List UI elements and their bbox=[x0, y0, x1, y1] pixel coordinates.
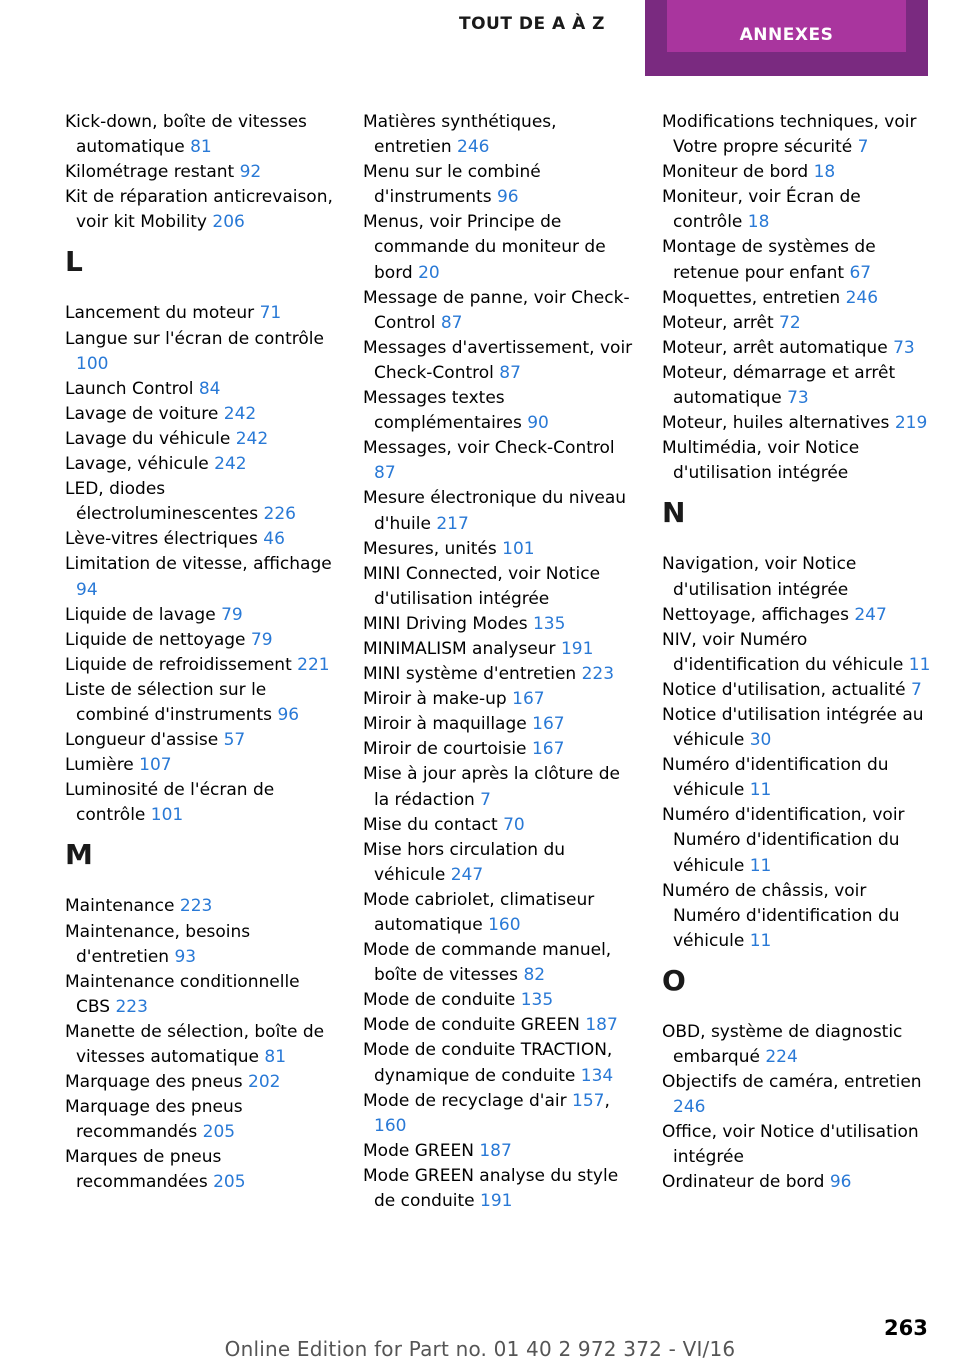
index-entry bbox=[363, 386, 633, 436]
index-entry-text: Messages, voir Check-Control bbox=[363, 438, 615, 459]
index-entry-text: Matières synthétiques, entretien bbox=[363, 112, 557, 158]
index-entry bbox=[363, 562, 633, 612]
index-page-link[interactable]: 96 bbox=[829, 1172, 852, 1193]
index-page-link[interactable]: 187 bbox=[585, 1015, 618, 1036]
index-page-link[interactable]: 81 bbox=[190, 137, 212, 158]
index-entry bbox=[363, 286, 633, 336]
index-page-link[interactable]: 205 bbox=[213, 1172, 246, 1193]
index-entry bbox=[363, 1038, 633, 1088]
index-entry bbox=[363, 988, 633, 1013]
index-page-link[interactable]: 223 bbox=[581, 664, 615, 685]
index-page-link[interactable]: 247 bbox=[450, 864, 484, 885]
index-entry-text: Numéro de châssis, voir Numéro d'identification du véhicule bbox=[662, 880, 900, 951]
index-page-link[interactable]: 135 bbox=[520, 990, 554, 1011]
index-entry bbox=[662, 1020, 932, 1070]
footer-edition: Online Edition for Part no. 01 40 2 972 372 - VI/16 bbox=[224, 1337, 736, 1361]
index-entry bbox=[65, 301, 335, 326]
index-page-link[interactable]: 79 bbox=[250, 629, 273, 650]
index-page-link[interactable]: 81 bbox=[264, 1047, 287, 1067]
index-page-link[interactable]: 107 bbox=[139, 755, 172, 776]
index-column-1 bbox=[65, 110, 335, 1196]
index-entry-text: Mode cabriolet, climatiseur automatique bbox=[363, 889, 595, 935]
index-entry bbox=[363, 1013, 633, 1038]
index-page-link[interactable]: 206 bbox=[212, 212, 245, 233]
index-entry-text: Mode de recyclage d'air bbox=[363, 1090, 567, 1111]
index-page-link[interactable]: 73 bbox=[787, 388, 809, 409]
index-entry-text: Ordinateur de bord bbox=[662, 1172, 825, 1193]
index-entry-text: Maintenance bbox=[65, 896, 175, 917]
index-entry: Mode de recyclage d'air 157, 160 bbox=[363, 1090, 610, 1136]
index-entry bbox=[65, 1020, 335, 1070]
index-entry-text: Objectifs de caméra, entretien bbox=[662, 1072, 922, 1093]
index-entry bbox=[363, 762, 633, 812]
index-entry bbox=[662, 803, 932, 878]
index-entry-text: NIV, voir Numéro d'identification du véhicule bbox=[662, 629, 904, 675]
index-page-link[interactable]: 92 bbox=[239, 162, 262, 183]
index-entry-text: Lavage, véhicule bbox=[65, 454, 209, 475]
index-entry-text: Notice d'utilisation intégrée au véhicule bbox=[662, 704, 924, 751]
index-entry-text: Lancement du moteur bbox=[65, 303, 255, 324]
index-page-link[interactable]: 87 bbox=[440, 312, 463, 333]
index-entry bbox=[65, 678, 335, 728]
index-entry-text: Mode de conduite GREEN bbox=[363, 1015, 580, 1036]
index-page-link[interactable]: 67 bbox=[849, 262, 872, 283]
header-tab-label: ANNEXES bbox=[667, 0, 906, 52]
index-entry-text: Kilométrage restant bbox=[65, 162, 235, 183]
index-entry-text: Launch Control bbox=[65, 378, 194, 399]
index-entry-text: Numéro d'identification, voir Numéro d'identification du véhicule bbox=[662, 805, 905, 876]
index-page-link[interactable]: 82 bbox=[523, 965, 546, 986]
index-entry-text: LED, diodes électroluminescentes bbox=[65, 479, 259, 525]
index-page-link[interactable]: 79 bbox=[221, 604, 243, 625]
index-entry-text: Moteur, arrêt automatique bbox=[662, 337, 888, 358]
index-entry-text: Mise à jour après la clôture de la rédaction bbox=[363, 764, 620, 810]
index-entry-text: Lumière bbox=[65, 755, 134, 776]
index-page-link[interactable]: 7 bbox=[480, 789, 491, 810]
index-entry-text: Messages textes complémentaires bbox=[363, 388, 522, 434]
index-entry bbox=[65, 477, 335, 527]
index-entry-text: Moniteur de bord bbox=[662, 162, 809, 183]
index-page-link[interactable]: 11 bbox=[749, 780, 772, 801]
index-entry bbox=[65, 110, 335, 160]
index-entry-text: Maintenance conditionnelle CBS bbox=[65, 971, 300, 1017]
index-entry-text: Mesure électronique du niveau d'huile bbox=[363, 488, 627, 534]
index-entry bbox=[65, 452, 335, 477]
index-entry bbox=[65, 160, 335, 185]
index-page-link[interactable]: 87 bbox=[374, 463, 396, 484]
index-entry-text: Moniteur, voir Écran de contrôle bbox=[662, 187, 861, 233]
index-entry-text: Miroir de courtoisie bbox=[363, 739, 527, 760]
index-entry-text: Lavage du véhicule bbox=[65, 428, 231, 449]
index-entry-text: Modifications techniques, voir Votre propre sécurité bbox=[662, 112, 917, 158]
index-page-link[interactable]: 246 bbox=[845, 287, 879, 308]
index-page-link[interactable]: 246 bbox=[457, 137, 490, 158]
index-column-3 bbox=[662, 110, 932, 1196]
index-entry-text: Moteur, arrêt bbox=[662, 312, 774, 333]
index-page-link[interactable]: 7 bbox=[911, 679, 922, 700]
index-entry-text: Mode de conduite bbox=[363, 990, 516, 1011]
index-page-link[interactable]: 11 bbox=[908, 654, 931, 675]
index-page-link[interactable]: 20 bbox=[418, 262, 440, 283]
index-page-link[interactable]: 57 bbox=[223, 730, 246, 751]
index-entry bbox=[363, 1164, 633, 1214]
index-page-link[interactable]: 72 bbox=[779, 312, 801, 333]
index-entry-text: Miroir à make-up bbox=[363, 689, 507, 710]
index-page-link[interactable]: 135 bbox=[532, 613, 566, 634]
index-entry-text: Mode GREEN bbox=[363, 1140, 474, 1161]
index-entry bbox=[662, 552, 932, 602]
index-entry-text: Nettoyage, affichages bbox=[662, 604, 849, 625]
index-entry-text: Moteur, huiles alternatives bbox=[662, 413, 890, 434]
index-page-link[interactable]: 18 bbox=[747, 212, 770, 233]
index-page-link[interactable]: 160 bbox=[488, 915, 521, 935]
index-page-link[interactable]: 11 bbox=[749, 855, 772, 876]
header-section-title: TOUT DE A À Z bbox=[459, 14, 605, 34]
index-entry-text: Liste de sélection sur le combiné d'instruments bbox=[65, 679, 273, 725]
index-entry bbox=[662, 311, 932, 336]
index-entry bbox=[363, 938, 633, 988]
index-entry bbox=[662, 411, 932, 436]
index-page-link[interactable]: 7 bbox=[857, 137, 869, 158]
index-entry-text: Kick-down, boîte de vitesses automatique bbox=[65, 112, 307, 158]
index-page-link[interactable]: 73 bbox=[893, 337, 915, 358]
index-letter-heading: L bbox=[65, 245, 83, 279]
index-entry bbox=[65, 402, 335, 427]
index-entry bbox=[363, 662, 633, 687]
index-entry-text: Miroir à maquillage bbox=[363, 714, 527, 735]
index-page-link[interactable]: 70 bbox=[503, 814, 525, 835]
index-entry bbox=[363, 210, 633, 285]
index-entry bbox=[65, 653, 335, 678]
index-entry bbox=[662, 1120, 932, 1170]
index-page-link[interactable]: 242 bbox=[214, 454, 247, 475]
index-entry bbox=[65, 778, 335, 828]
index-page-link[interactable]: 242 bbox=[235, 428, 269, 449]
index-entry bbox=[65, 527, 335, 552]
index-page-link[interactable]: 101 bbox=[502, 538, 535, 559]
index-entry bbox=[662, 879, 932, 954]
index-page-link[interactable]: 94 bbox=[76, 579, 98, 600]
index-entry bbox=[662, 1070, 932, 1120]
index-entry-text: Mode de conduite TRACTION, dynamique de conduite bbox=[363, 1040, 613, 1086]
index-entry bbox=[363, 436, 633, 486]
index-page-link[interactable]: 187 bbox=[479, 1140, 512, 1161]
index-entry-text: Montage de systèmes de retenue pour enfant bbox=[662, 237, 876, 283]
index-entry-text: Menus, voir Principe de commande du moniteur de bord bbox=[363, 212, 606, 283]
index-entry bbox=[363, 537, 633, 562]
index-column-2 bbox=[363, 110, 633, 1214]
index-entry bbox=[65, 1145, 335, 1195]
index-entry bbox=[65, 427, 335, 452]
index-entry-text: Message de panne, voir Check-Control bbox=[363, 287, 630, 333]
index-entry-text: Manette de sélection, boîte de vitesses automatique bbox=[65, 1021, 325, 1067]
index-entry bbox=[662, 603, 932, 628]
page-number: 263 bbox=[884, 1316, 928, 1340]
index-entry bbox=[662, 110, 932, 160]
index-page-link[interactable]: 167 bbox=[512, 689, 545, 710]
index-entry bbox=[662, 703, 932, 753]
index-entry bbox=[65, 753, 335, 778]
index-page-link[interactable]: 242 bbox=[223, 403, 257, 424]
index-page-link[interactable]: 134 bbox=[580, 1065, 614, 1086]
index-entry bbox=[363, 813, 633, 838]
index-page-link[interactable]: 167 bbox=[531, 739, 565, 760]
index-entry bbox=[65, 920, 335, 970]
index-page-link[interactable]: 223 bbox=[115, 996, 148, 1017]
index-page-link[interactable]: 167 bbox=[532, 714, 565, 735]
index-page-link[interactable]: 191 bbox=[480, 1191, 513, 1212]
index-page-link[interactable]: 84 bbox=[198, 378, 221, 399]
index-entry-text: Lavage de voiture bbox=[65, 403, 219, 424]
index-page-link[interactable]: 219 bbox=[894, 413, 928, 434]
index-entry bbox=[65, 327, 335, 377]
index-entry bbox=[662, 753, 932, 803]
index-page-link[interactable]: 246 bbox=[673, 1097, 706, 1118]
index-entry bbox=[662, 628, 932, 678]
index-letter-heading: N bbox=[662, 496, 686, 530]
index-entry bbox=[662, 160, 932, 185]
index-entry bbox=[363, 612, 633, 637]
index-entry bbox=[65, 728, 335, 753]
index-page-link[interactable]: 221 bbox=[297, 654, 330, 675]
index-entry-text: MINI Connected, voir Notice d'utilisation intégrée bbox=[363, 563, 601, 609]
index-entry bbox=[363, 737, 633, 762]
index-page-link[interactable]: 96 bbox=[496, 187, 519, 208]
index-entry bbox=[65, 1070, 335, 1095]
index-entry-text: Navigation, voir Notice d'utilisation intégrée bbox=[662, 554, 857, 600]
index-entry bbox=[363, 838, 633, 888]
index-entry-text: MINI système d'entretien bbox=[363, 664, 577, 685]
index-page-link[interactable]: 191 bbox=[560, 638, 594, 659]
index-entry bbox=[363, 637, 633, 662]
index-entry-text: Luminosité de l'écran de contrôle bbox=[65, 780, 275, 826]
index-entry-text: Kit de réparation anticrevaison, voir kit Mobility bbox=[65, 187, 333, 233]
index-page-link[interactable]: 18 bbox=[813, 162, 836, 183]
index-page-link[interactable]: 160 bbox=[374, 1115, 407, 1136]
index-page-link[interactable]: 30 bbox=[749, 730, 772, 751]
index-entry bbox=[65, 185, 335, 235]
index-entry-text: Liquide de lavage bbox=[65, 604, 216, 625]
index-entry bbox=[65, 552, 335, 602]
index-entry bbox=[65, 377, 335, 402]
index-entry bbox=[363, 110, 633, 160]
index-page-link[interactable]: 205 bbox=[202, 1122, 236, 1143]
index-entry bbox=[662, 235, 932, 285]
index-page-link[interactable]: 223 bbox=[179, 896, 213, 917]
index-entry-text: Liquide de refroidissement bbox=[65, 654, 292, 675]
index-page-link[interactable]: 247 bbox=[854, 604, 887, 625]
index-entry-text: Lève-vitres électriques bbox=[65, 529, 258, 550]
index-entry bbox=[65, 1095, 335, 1145]
index-entry bbox=[662, 678, 932, 703]
index-entry-text: MINI Driving Modes bbox=[363, 613, 528, 634]
index-entry-text: MINIMALISM analyseur bbox=[363, 638, 556, 659]
index-page-link[interactable]: 11 bbox=[749, 930, 772, 951]
index-page-link[interactable]: 202 bbox=[248, 1072, 281, 1093]
index-entry-text: Longueur d'assise bbox=[65, 730, 219, 751]
index-page-link[interactable]: 100 bbox=[76, 353, 109, 374]
index-entry bbox=[65, 603, 335, 628]
index-entry bbox=[363, 712, 633, 737]
index-entry-text: Mise du contact bbox=[363, 814, 498, 835]
index-page-link[interactable]: 101 bbox=[150, 805, 184, 826]
index-entry-text: Notice d'utilisation, actualité bbox=[662, 679, 906, 700]
index-letter-heading: M bbox=[65, 838, 93, 872]
index-entry-text: Messages d'avertissement, voir Check-Control bbox=[363, 337, 633, 383]
index-entry-text: Langue sur l'écran de contrôle bbox=[65, 328, 324, 349]
index-entry bbox=[363, 336, 633, 386]
index-entry-text: Moteur, démarrage et arrêt automatique bbox=[662, 362, 896, 409]
index-entry bbox=[662, 1170, 932, 1195]
index-page-link[interactable]: 90 bbox=[527, 413, 549, 434]
index-entry bbox=[363, 687, 633, 712]
index-entry-text: Mode de commande manuel, boîte de vitesses bbox=[363, 940, 612, 986]
index-entry bbox=[65, 970, 335, 1020]
header-tab bbox=[645, 0, 928, 76]
index-entry bbox=[363, 160, 633, 210]
index-entry-text: Moquettes, entretien bbox=[662, 287, 841, 308]
index-entry-text: Maintenance, besoins d'entretien bbox=[65, 921, 251, 967]
index-page-link[interactable]: 93 bbox=[174, 946, 197, 967]
index-page-link[interactable]: 224 bbox=[765, 1047, 798, 1067]
index-entry-text: Menu sur le combiné d'instruments bbox=[363, 162, 541, 208]
index-entry bbox=[363, 486, 633, 536]
index-entry-text: Mode GREEN analyse du style de conduite bbox=[363, 1165, 619, 1212]
index-entry bbox=[65, 628, 335, 653]
index-page-link[interactable]: 217 bbox=[436, 513, 469, 534]
index-entry bbox=[662, 286, 932, 311]
index-entry bbox=[363, 888, 633, 938]
index-entry bbox=[662, 361, 932, 411]
index-page-link[interactable]: 96 bbox=[277, 704, 300, 725]
index-entry-text: Office, voir Notice d'utilisation intégrée bbox=[662, 1122, 919, 1168]
index-entry bbox=[662, 436, 932, 486]
index-page-link[interactable]: 87 bbox=[499, 362, 521, 383]
index-entry bbox=[662, 185, 932, 235]
index-entry-text: Mise hors circulation du véhicule bbox=[363, 839, 566, 885]
index-page-link[interactable]: 157 bbox=[572, 1090, 605, 1111]
index-entry-text: Marques de pneus recommandées bbox=[65, 1147, 222, 1193]
index-entry-text: Marquage des pneus bbox=[65, 1072, 243, 1093]
index-entry bbox=[363, 1139, 633, 1164]
index-page-link[interactable]: 226 bbox=[263, 504, 296, 525]
index-entry-text: Liquide de nettoyage bbox=[65, 629, 246, 650]
index-page-link[interactable]: 71 bbox=[259, 303, 282, 324]
index-entry-text: Multimédia, voir Notice d'utilisation intégrée bbox=[662, 438, 860, 484]
index-entry bbox=[662, 336, 932, 361]
index-entry-text: Marquage des pneus recommandés bbox=[65, 1097, 243, 1143]
index-entry-text: OBD, système de diagnostic embarqué bbox=[662, 1021, 903, 1067]
index-entry-text: Numéro d'identification du véhicule bbox=[662, 755, 889, 801]
index-letter-heading: O bbox=[662, 963, 686, 997]
index-entry-text: Limitation de vitesse, affichage bbox=[65, 554, 332, 575]
index-entry bbox=[65, 894, 335, 919]
index-entry-text: Mesures, unités bbox=[363, 538, 497, 559]
index-page-link[interactable]: 46 bbox=[263, 529, 285, 550]
